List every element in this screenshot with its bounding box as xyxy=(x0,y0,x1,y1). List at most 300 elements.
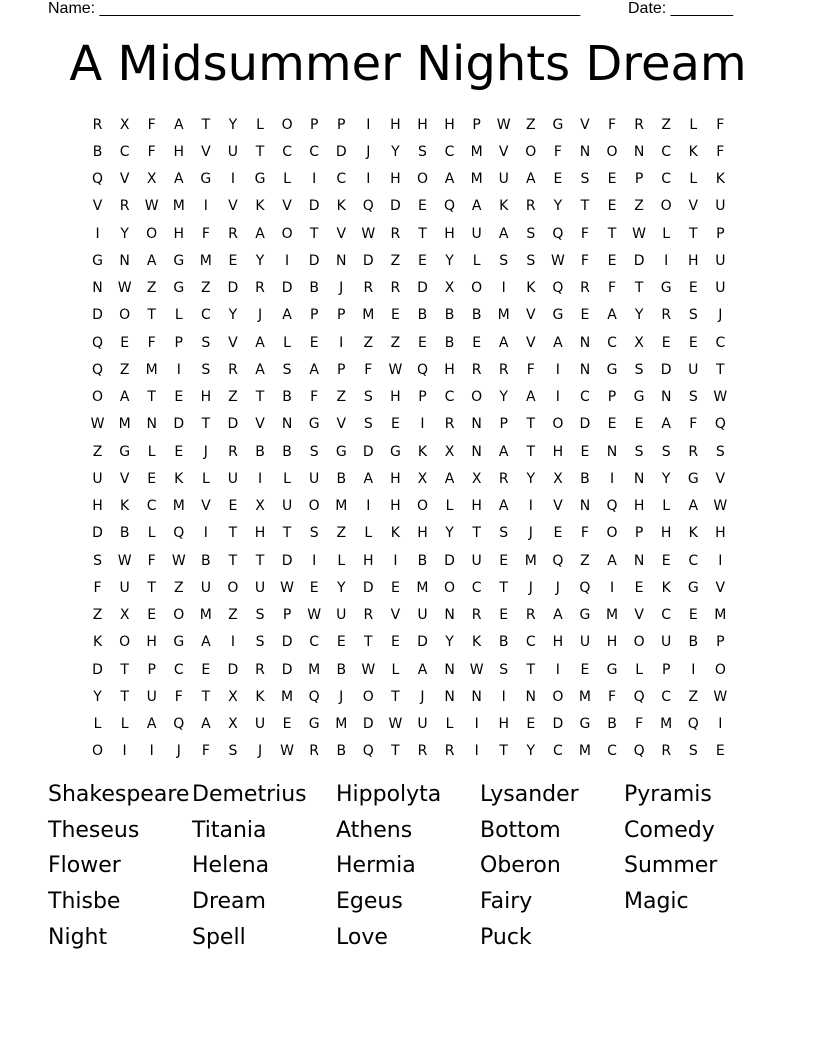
grid-cell[interactable]: D xyxy=(227,661,239,678)
grid-cell[interactable]: T xyxy=(499,579,508,596)
grid-cell[interactable]: G xyxy=(633,389,645,406)
grid-cell[interactable]: J xyxy=(339,688,344,705)
grid-cell[interactable]: B xyxy=(336,470,347,487)
grid-cell[interactable]: U xyxy=(471,552,482,569)
grid-cell[interactable]: C xyxy=(309,143,320,160)
grid-cell[interactable]: E xyxy=(607,416,617,433)
grid-cell[interactable]: O xyxy=(281,225,293,242)
grid-cell[interactable]: O xyxy=(416,171,428,188)
grid-cell[interactable]: U xyxy=(498,171,509,188)
grid-cell[interactable]: R xyxy=(580,280,590,297)
grid-cell[interactable]: O xyxy=(92,389,104,406)
grid-cell[interactable]: Q xyxy=(444,198,456,215)
grid-cell[interactable]: V xyxy=(498,143,509,160)
grid-cell[interactable]: E xyxy=(499,607,509,624)
grid-cell[interactable]: A xyxy=(417,661,428,678)
grid-cell[interactable]: H xyxy=(715,525,726,542)
grid-cell[interactable]: M xyxy=(578,688,591,705)
grid-cell[interactable]: W xyxy=(388,716,403,733)
grid-cell[interactable]: J xyxy=(366,143,371,160)
grid-cell[interactable]: N xyxy=(119,252,130,269)
grid-cell[interactable]: U xyxy=(309,470,320,487)
grid-cell[interactable]: A xyxy=(282,307,292,324)
grid-cell[interactable]: O xyxy=(660,198,672,215)
grid-cell[interactable]: H xyxy=(606,634,618,651)
grid-cell[interactable]: E xyxy=(688,607,698,624)
grid-cell[interactable]: U xyxy=(715,198,726,215)
grid-cell[interactable]: T xyxy=(391,743,400,760)
grid-cell[interactable]: R xyxy=(255,280,265,297)
grid-cell[interactable]: E xyxy=(120,334,130,351)
grid-cell[interactable]: I xyxy=(339,334,344,351)
grid-cell[interactable]: C xyxy=(552,743,563,760)
grid-cell[interactable]: Q xyxy=(552,225,564,242)
grid-cell[interactable]: I xyxy=(691,661,696,678)
grid-cell[interactable]: K xyxy=(688,525,698,542)
grid-cell[interactable]: V xyxy=(201,143,211,160)
grid-cell[interactable]: E xyxy=(580,307,590,324)
grid-cell[interactable]: D xyxy=(335,143,347,160)
grid-cell[interactable]: G xyxy=(660,280,672,297)
grid-cell[interactable]: I xyxy=(230,634,235,651)
grid-cell[interactable]: U xyxy=(715,280,726,297)
grid-cell[interactable]: D xyxy=(552,716,564,733)
grid-cell[interactable]: I xyxy=(474,743,479,760)
grid-cell[interactable]: D xyxy=(92,525,103,542)
grid-cell[interactable]: L xyxy=(472,252,481,269)
grid-cell[interactable]: L xyxy=(147,525,156,542)
grid-cell[interactable]: G xyxy=(687,470,699,487)
grid-cell[interactable]: Z xyxy=(634,198,644,215)
grid-cell[interactable]: P xyxy=(337,361,346,378)
grid-cell[interactable]: C xyxy=(119,143,130,160)
grid-cell[interactable]: W xyxy=(361,225,376,242)
grid-cell[interactable]: R xyxy=(390,225,401,242)
grid-cell[interactable]: G xyxy=(687,579,699,596)
grid-cell[interactable]: Y xyxy=(93,688,102,705)
grid-cell[interactable]: Z xyxy=(173,579,184,596)
grid-cell[interactable]: C xyxy=(444,389,455,406)
grid-cell[interactable]: X xyxy=(255,498,265,515)
grid-cell[interactable]: A xyxy=(146,716,157,733)
grid-cell[interactable]: X xyxy=(119,607,130,624)
grid-cell[interactable]: E xyxy=(390,579,400,596)
grid-cell[interactable]: A xyxy=(255,361,265,378)
grid-cell[interactable]: S xyxy=(363,389,373,406)
grid-cell[interactable]: B xyxy=(688,634,699,651)
grid-cell[interactable]: D xyxy=(227,280,239,297)
grid-cell[interactable]: K xyxy=(92,634,103,651)
grid-cell[interactable]: Z xyxy=(580,552,590,569)
grid-cell[interactable]: Q xyxy=(552,280,564,297)
grid-cell[interactable]: Q xyxy=(714,416,726,433)
grid-cell[interactable]: Z xyxy=(336,389,347,406)
grid-cell[interactable]: T xyxy=(364,634,373,651)
grid-cell[interactable]: A xyxy=(526,171,536,188)
grid-cell[interactable]: P xyxy=(174,334,183,351)
grid-cell[interactable]: C xyxy=(661,171,672,188)
grid-cell[interactable]: W xyxy=(713,688,728,705)
grid-cell[interactable]: A xyxy=(201,716,211,733)
grid-cell[interactable]: E xyxy=(580,661,590,678)
grid-cell[interactable]: Q xyxy=(362,198,374,215)
grid-cell[interactable]: N xyxy=(660,389,672,406)
grid-cell[interactable]: D xyxy=(281,661,293,678)
grid-cell[interactable]: Q xyxy=(308,688,320,705)
grid-cell[interactable]: X xyxy=(119,116,130,133)
grid-cell[interactable]: O xyxy=(416,498,428,515)
grid-cell[interactable]: N xyxy=(444,661,455,678)
grid-cell[interactable]: C xyxy=(525,634,536,651)
grid-cell[interactable]: I xyxy=(203,198,208,215)
grid-cell[interactable]: O xyxy=(119,307,131,324)
grid-cell[interactable]: V xyxy=(119,171,130,188)
grid-cell[interactable]: H xyxy=(444,361,455,378)
grid-cell[interactable]: L xyxy=(662,498,671,515)
grid-cell[interactable]: F xyxy=(607,116,617,133)
grid-cell[interactable]: U xyxy=(715,252,726,269)
grid-cell[interactable]: O xyxy=(444,579,456,596)
grid-cell[interactable]: I xyxy=(609,579,615,596)
grid-cell[interactable]: F xyxy=(635,716,644,733)
grid-cell[interactable]: N xyxy=(525,688,537,705)
grid-cell[interactable]: N xyxy=(579,361,591,378)
grid-cell[interactable]: I xyxy=(95,225,100,242)
grid-cell[interactable]: F xyxy=(147,116,156,133)
grid-cell[interactable]: I xyxy=(555,389,560,406)
grid-cell[interactable]: H xyxy=(660,525,672,542)
grid-cell[interactable]: N xyxy=(336,252,347,269)
grid-cell[interactable]: T xyxy=(255,552,265,569)
grid-cell[interactable]: X xyxy=(417,470,428,487)
grid-cell[interactable]: M xyxy=(172,498,185,515)
grid-cell[interactable]: K xyxy=(688,143,698,160)
grid-cell[interactable]: I xyxy=(609,470,615,487)
grid-cell[interactable]: N xyxy=(444,607,455,624)
grid-cell[interactable]: V xyxy=(634,607,644,624)
grid-cell[interactable]: B xyxy=(444,334,455,351)
grid-cell[interactable]: N xyxy=(579,498,591,515)
grid-cell[interactable]: I xyxy=(718,552,723,569)
grid-cell[interactable]: E xyxy=(688,280,698,297)
grid-cell[interactable]: J xyxy=(718,307,723,324)
grid-cell[interactable]: N xyxy=(579,334,591,351)
grid-cell[interactable]: E xyxy=(390,307,400,324)
grid-cell[interactable]: H xyxy=(552,443,564,460)
grid-cell[interactable]: I xyxy=(664,252,669,269)
grid-cell[interactable]: P xyxy=(634,171,644,188)
grid-cell[interactable]: Q xyxy=(579,579,591,596)
grid-cell[interactable]: V xyxy=(92,198,103,215)
grid-cell[interactable]: M xyxy=(199,607,212,624)
grid-cell[interactable]: T xyxy=(147,579,156,596)
grid-cell[interactable]: I xyxy=(366,171,371,188)
grid-cell[interactable]: G xyxy=(606,361,618,378)
grid-cell[interactable]: R xyxy=(634,116,644,133)
grid-cell[interactable]: J xyxy=(257,307,263,324)
grid-cell[interactable]: E xyxy=(607,198,617,215)
grid-cell[interactable]: D xyxy=(92,661,103,678)
grid-cell[interactable]: P xyxy=(418,389,427,406)
grid-cell[interactable]: S xyxy=(228,743,238,760)
grid-cell[interactable]: P xyxy=(499,416,508,433)
grid-cell[interactable]: G xyxy=(119,443,131,460)
grid-cell[interactable]: D xyxy=(633,252,645,269)
grid-cell[interactable]: O xyxy=(92,743,104,760)
grid-cell[interactable]: D xyxy=(362,443,374,460)
grid-cell[interactable]: H xyxy=(390,470,401,487)
grid-cell[interactable]: U xyxy=(119,579,130,596)
grid-cell[interactable]: Z xyxy=(336,525,347,542)
grid-cell[interactable]: V xyxy=(526,334,536,351)
grid-cell[interactable]: E xyxy=(228,498,238,515)
grid-cell[interactable]: F xyxy=(553,143,562,160)
grid-cell[interactable]: X xyxy=(146,171,157,188)
grid-cell[interactable]: R xyxy=(498,361,509,378)
grid-cell[interactable]: Q xyxy=(687,716,699,733)
grid-cell[interactable]: D xyxy=(308,252,320,269)
grid-cell[interactable]: N xyxy=(444,688,455,705)
grid-cell[interactable]: R xyxy=(525,607,536,624)
grid-cell[interactable]: M xyxy=(199,252,212,269)
grid-cell[interactable]: M xyxy=(335,498,348,515)
grid-cell[interactable]: W xyxy=(280,743,294,760)
grid-cell[interactable]: R xyxy=(228,443,238,460)
grid-cell[interactable]: P xyxy=(716,225,725,242)
grid-cell[interactable]: O xyxy=(362,688,374,705)
grid-cell[interactable]: A xyxy=(444,470,455,487)
grid-cell[interactable]: S xyxy=(418,143,427,160)
grid-cell[interactable]: G xyxy=(552,116,564,133)
grid-cell[interactable]: H xyxy=(200,389,212,406)
grid-cell[interactable]: K xyxy=(417,443,428,460)
grid-cell[interactable]: A xyxy=(498,225,509,242)
grid-cell[interactable]: U xyxy=(471,225,482,242)
grid-cell[interactable]: V xyxy=(526,307,536,324)
grid-cell[interactable]: U xyxy=(336,607,347,624)
grid-cell[interactable]: M xyxy=(172,198,185,215)
grid-cell[interactable]: D xyxy=(417,280,428,297)
grid-cell[interactable]: R xyxy=(363,607,374,624)
grid-cell[interactable]: L xyxy=(364,525,373,542)
grid-cell[interactable]: A xyxy=(471,198,482,215)
grid-cell[interactable]: Q xyxy=(633,743,645,760)
grid-cell[interactable]: M xyxy=(118,416,131,433)
grid-cell[interactable]: E xyxy=(282,716,292,733)
grid-cell[interactable]: Q xyxy=(416,361,428,378)
grid-cell[interactable]: J xyxy=(203,443,208,460)
grid-cell[interactable]: O xyxy=(173,607,185,624)
grid-cell[interactable]: Y xyxy=(255,252,265,269)
grid-cell[interactable]: L xyxy=(445,498,454,515)
grid-cell[interactable]: B xyxy=(444,307,455,324)
grid-cell[interactable]: H xyxy=(390,498,401,515)
grid-cell[interactable]: Z xyxy=(146,280,157,297)
grid-cell[interactable]: S xyxy=(309,525,319,542)
grid-cell[interactable]: U xyxy=(254,579,266,596)
grid-cell[interactable]: R xyxy=(525,198,536,215)
grid-cell[interactable]: M xyxy=(605,607,619,624)
grid-cell[interactable]: V xyxy=(390,607,401,624)
grid-cell[interactable]: B xyxy=(201,552,211,569)
grid-cell[interactable]: O xyxy=(525,143,537,160)
grid-cell[interactable]: C xyxy=(200,307,211,324)
grid-cell[interactable]: C xyxy=(661,688,672,705)
grid-cell[interactable]: U xyxy=(417,607,428,624)
grid-cell[interactable]: V xyxy=(282,198,292,215)
grid-cell[interactable]: Y xyxy=(336,579,346,596)
grid-cell[interactable]: D xyxy=(390,198,401,215)
grid-cell[interactable]: E xyxy=(174,389,184,406)
grid-cell[interactable]: V xyxy=(336,416,347,433)
grid-cell[interactable]: W xyxy=(90,416,105,433)
grid-cell[interactable]: H xyxy=(173,143,185,160)
grid-cell[interactable]: R xyxy=(471,361,482,378)
grid-cell[interactable]: O xyxy=(227,579,239,596)
grid-cell[interactable]: M xyxy=(470,171,483,188)
grid-cell[interactable]: M xyxy=(524,552,537,569)
grid-cell[interactable]: A xyxy=(498,334,509,351)
grid-cell[interactable]: P xyxy=(147,661,156,678)
grid-cell[interactable]: E xyxy=(418,252,427,269)
grid-cell[interactable]: K xyxy=(472,634,482,651)
grid-cell[interactable]: A xyxy=(553,607,563,624)
grid-cell[interactable]: G xyxy=(308,716,320,733)
grid-cell[interactable]: P xyxy=(634,525,644,542)
grid-cell[interactable]: E xyxy=(390,634,400,651)
grid-cell[interactable]: M xyxy=(497,307,510,324)
grid-cell[interactable]: C xyxy=(282,143,292,160)
grid-cell[interactable]: K xyxy=(174,470,184,487)
grid-cell[interactable]: F xyxy=(147,143,156,160)
grid-cell[interactable]: R xyxy=(363,280,374,297)
grid-cell[interactable]: J xyxy=(555,579,560,596)
grid-cell[interactable]: C xyxy=(688,552,699,569)
grid-cell[interactable]: F xyxy=(580,252,589,269)
grid-cell[interactable]: F xyxy=(716,143,725,160)
grid-cell[interactable]: Q xyxy=(92,361,104,378)
grid-cell[interactable]: A xyxy=(498,498,509,515)
grid-cell[interactable]: U xyxy=(688,361,699,378)
grid-cell[interactable]: T xyxy=(580,198,590,215)
grid-cell[interactable]: H xyxy=(552,634,564,651)
grid-cell[interactable]: Z xyxy=(363,334,374,351)
grid-cell[interactable]: F xyxy=(580,225,589,242)
grid-cell[interactable]: B xyxy=(417,552,428,569)
grid-cell[interactable]: W xyxy=(496,116,511,133)
grid-cell[interactable]: K xyxy=(390,525,400,542)
grid-cell[interactable]: W xyxy=(280,579,294,596)
grid-cell[interactable]: X xyxy=(553,470,563,487)
grid-cell[interactable]: I xyxy=(474,716,479,733)
grid-cell[interactable]: S xyxy=(526,252,536,269)
grid-cell[interactable]: U xyxy=(281,498,293,515)
grid-cell[interactable]: K xyxy=(715,171,725,188)
grid-cell[interactable]: M xyxy=(578,743,591,760)
grid-cell[interactable]: U xyxy=(254,716,266,733)
grid-cell[interactable]: L xyxy=(445,716,454,733)
grid-cell[interactable]: E xyxy=(147,470,157,487)
grid-cell[interactable]: E xyxy=(607,252,617,269)
grid-cell[interactable]: V xyxy=(201,498,211,515)
grid-cell[interactable]: A xyxy=(444,171,455,188)
grid-cell[interactable]: N xyxy=(146,416,157,433)
grid-cell[interactable]: L xyxy=(93,716,102,733)
grid-cell[interactable]: I xyxy=(285,252,290,269)
grid-cell[interactable]: T xyxy=(526,443,536,460)
grid-cell[interactable]: G xyxy=(579,607,591,624)
grid-cell[interactable]: L xyxy=(391,661,400,678)
grid-cell[interactable]: E xyxy=(607,171,617,188)
grid-cell[interactable]: T xyxy=(255,143,265,160)
grid-cell[interactable]: G xyxy=(606,661,618,678)
grid-cell[interactable]: A xyxy=(553,334,563,351)
grid-cell[interactable]: A xyxy=(119,389,130,406)
grid-cell[interactable]: G xyxy=(335,443,347,460)
grid-cell[interactable]: L xyxy=(283,171,291,188)
grid-cell[interactable]: I xyxy=(312,171,317,188)
grid-cell[interactable]: W xyxy=(550,252,565,269)
grid-cell[interactable]: O xyxy=(146,225,158,242)
grid-cell[interactable]: K xyxy=(120,498,130,515)
grid-cell[interactable]: W xyxy=(469,661,484,678)
grid-cell[interactable]: R xyxy=(255,661,265,678)
grid-cell[interactable]: B xyxy=(471,307,482,324)
grid-cell[interactable]: A xyxy=(173,171,184,188)
grid-cell[interactable]: V xyxy=(228,198,238,215)
grid-cell[interactable]: H xyxy=(92,498,103,515)
grid-cell[interactable]: T xyxy=(282,525,292,542)
grid-cell[interactable]: E xyxy=(418,198,427,215)
grid-cell[interactable]: Q xyxy=(92,334,104,351)
grid-cell[interactable]: B xyxy=(119,525,130,542)
grid-cell[interactable]: G xyxy=(173,280,185,297)
grid-cell[interactable]: L xyxy=(174,307,183,324)
grid-cell[interactable]: Q xyxy=(606,498,618,515)
grid-cell[interactable]: Z xyxy=(228,389,238,406)
grid-cell[interactable]: I xyxy=(149,743,154,760)
grid-cell[interactable]: C xyxy=(661,607,672,624)
grid-cell[interactable]: V xyxy=(715,579,726,596)
grid-cell[interactable]: E xyxy=(715,743,725,760)
grid-cell[interactable]: J xyxy=(257,743,263,760)
grid-cell[interactable]: F xyxy=(716,116,725,133)
grid-cell[interactable]: T xyxy=(472,525,481,542)
grid-cell[interactable]: Z xyxy=(688,688,699,705)
grid-cell[interactable]: R xyxy=(444,743,455,760)
grid-cell[interactable]: A xyxy=(255,225,265,242)
grid-cell[interactable]: G xyxy=(173,634,185,651)
grid-cell[interactable]: P xyxy=(716,634,725,651)
grid-cell[interactable]: C xyxy=(309,634,320,651)
grid-cell[interactable]: I xyxy=(203,525,208,542)
grid-cell[interactable]: H xyxy=(363,552,374,569)
grid-cell[interactable]: E xyxy=(688,334,698,351)
grid-cell[interactable]: W xyxy=(361,661,376,678)
grid-cell[interactable]: R xyxy=(228,225,238,242)
grid-cell[interactable]: B xyxy=(607,716,617,733)
grid-cell[interactable]: P xyxy=(337,116,346,133)
grid-cell[interactable]: S xyxy=(499,252,509,269)
grid-cell[interactable]: U xyxy=(227,143,239,160)
grid-cell[interactable]: W xyxy=(713,498,728,515)
grid-cell[interactable]: T xyxy=(255,389,265,406)
grid-cell[interactable]: S xyxy=(201,334,211,351)
grid-cell[interactable]: C xyxy=(715,334,726,351)
grid-cell[interactable]: X xyxy=(471,470,482,487)
grid-cell[interactable]: O xyxy=(714,661,726,678)
grid-cell[interactable]: R xyxy=(309,743,320,760)
